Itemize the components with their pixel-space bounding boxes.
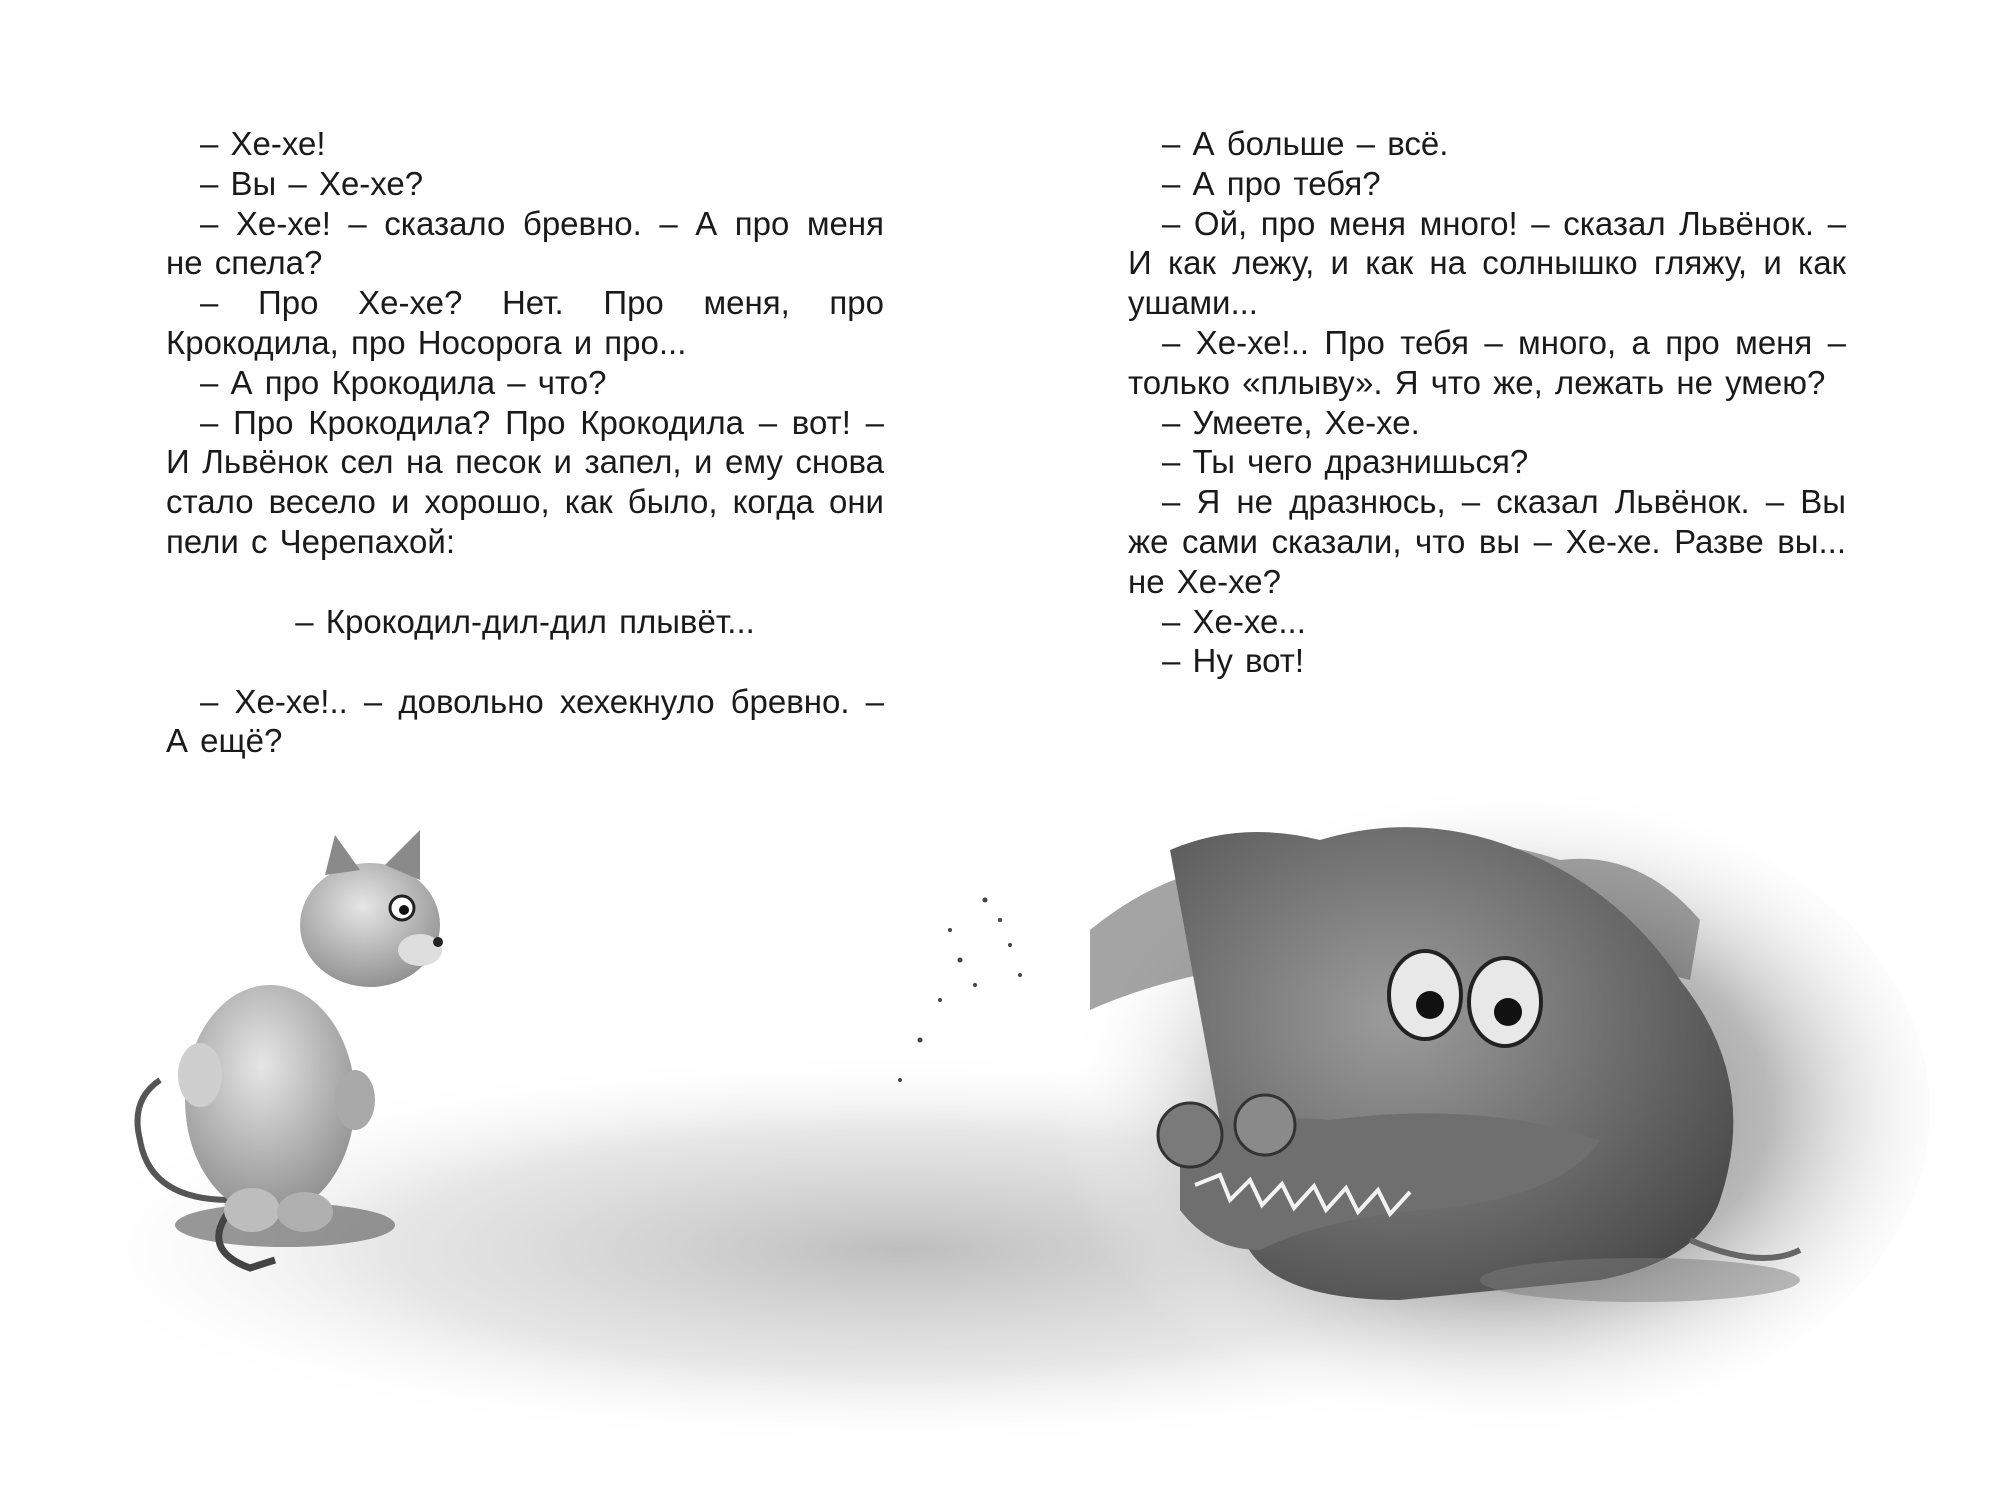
paragraph: – Умеете, Хе-хе. xyxy=(1162,403,1420,441)
paragraph: – А больше – всё. xyxy=(1162,125,1449,162)
paragraph: – А про тебя? xyxy=(1162,164,1381,202)
paragraph: – Хе-хе! – сказало бревно. – А про меня не спела? xyxy=(166,204,884,282)
paragraph: – Хе-хе... xyxy=(1162,602,1306,640)
paragraph: – Ну вот! xyxy=(1162,642,1305,680)
illustration xyxy=(0,780,2000,1499)
paragraph: – Ты чего дразнишься? xyxy=(1162,443,1529,481)
paragraph: – Хе-хе! xyxy=(200,125,326,162)
paragraph: – Вы – Хе-хе? xyxy=(200,164,424,202)
paragraph: – Про Крокодила? Про Крокодила – вот! – И Львёнок сел на песок и запел, и ему снова стало весело и хорошо, как было, когда они пели с Черепахой: xyxy=(166,403,884,560)
right-text-column xyxy=(1128,124,1846,681)
song-verse: – Крокодил-дил-дил плывёт... xyxy=(295,602,755,640)
paragraph: – А про Крокодила – что? xyxy=(200,363,607,401)
paragraph: – Про Хе-хе? Нет. Про меня, про Крокодила, про Носорога и про... xyxy=(166,284,884,361)
paragraph: – Хе-хе!.. – довольно хехекнуло бревно. – А ещё? xyxy=(166,682,884,760)
left-text-column xyxy=(166,124,884,761)
paragraph: – Хе-хе!.. Про тебя – много, а про меня – только «плыву». Я что же, лежать не умею? xyxy=(1128,323,1846,401)
paragraph: – Ой, про меня много! – сказал Львёнок. – И как лежу, и как на солнышко гляжу, и как ушами... xyxy=(1128,204,1846,322)
paragraph: – Я не дразнюсь, – сказал Львёнок. – Вы же сами сказали, что вы – Хе-хе. Разве вы... не Хе-хе? xyxy=(1128,483,1846,600)
